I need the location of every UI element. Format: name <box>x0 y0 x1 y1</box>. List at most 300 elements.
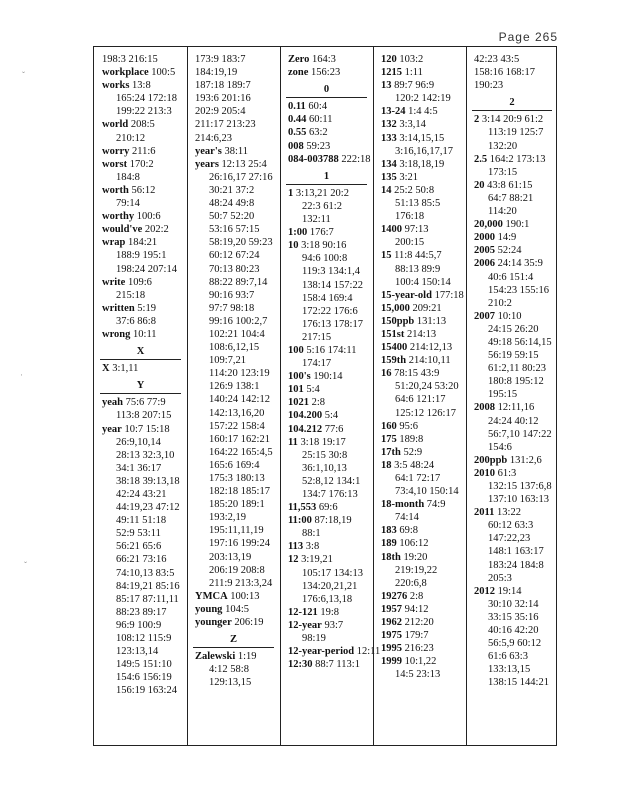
page-refs: 1:11 <box>404 67 423 79</box>
index-term: 151st <box>381 328 405 340</box>
index-entry <box>466 519 558 532</box>
page-refs: 3:14 20:9 61:2 <box>481 114 544 126</box>
section-header: Z <box>229 634 237 646</box>
page-refs: 212:20 <box>404 617 434 629</box>
index-entry <box>280 501 373 514</box>
page-refs: 74:14 <box>395 512 419 524</box>
index-term: younger <box>195 617 232 629</box>
page-refs: 134:20,21,21 <box>302 580 358 592</box>
index-entry <box>280 140 373 153</box>
index-column-3 <box>280 53 381 741</box>
column-divider <box>280 47 281 745</box>
page-refs: 133:13,15 <box>488 664 531 676</box>
index-entry <box>94 409 187 422</box>
index-entry <box>187 663 280 676</box>
page-refs: 13:8 <box>132 80 151 92</box>
column-divider <box>466 47 467 745</box>
index-entry <box>373 551 466 564</box>
page-refs: 3:8 <box>305 541 320 553</box>
page-refs: 56:5,9 60:12 <box>488 638 542 650</box>
index-entry <box>187 249 280 262</box>
page-refs: 100:5 <box>151 67 176 79</box>
page-refs: 14:9 <box>497 232 517 244</box>
page-refs: 211:17 213:23 <box>195 119 256 131</box>
page-refs: 70:13 80:23 <box>209 263 260 275</box>
index-entry <box>187 354 280 367</box>
page-refs: 3:5 48:24 <box>394 459 435 471</box>
page-refs: 179:7 <box>404 630 429 642</box>
page-refs: 142:13,16,20 <box>209 407 265 419</box>
page-refs: 195:11,11,19 <box>209 525 264 537</box>
index-entry <box>373 315 466 328</box>
index-entry <box>373 407 466 420</box>
index-entry <box>466 624 558 637</box>
page-refs: 138:15 144:21 <box>488 677 549 689</box>
index-entry <box>94 132 187 145</box>
index-entry <box>280 187 373 200</box>
page-refs: 2:8 <box>409 590 424 602</box>
page-refs: 56:21 65:6 <box>116 541 162 553</box>
index-term: 12-121 <box>288 606 318 618</box>
page-refs: 165:24 172:18 <box>116 93 177 105</box>
page-refs: 60:11 <box>309 114 333 126</box>
index-entry <box>187 564 280 577</box>
index-entry <box>280 126 373 139</box>
index-term: 1021 <box>288 397 309 409</box>
page-refs: 69:6 <box>318 502 338 514</box>
index-entry <box>187 577 280 590</box>
page-refs: 88:1 <box>302 528 321 540</box>
index-entry <box>373 66 466 79</box>
index-entry <box>94 302 187 315</box>
page-refs: 10:10 <box>497 310 522 322</box>
page-refs: 119:3 134:1,4 <box>302 266 360 278</box>
index-entry <box>187 66 280 79</box>
index-term: 008 <box>288 140 304 152</box>
page-refs: 96:9 100:9 <box>116 619 162 631</box>
index-entry <box>280 527 373 540</box>
section-rule <box>472 110 552 111</box>
index-entry <box>187 210 280 223</box>
page-refs: 3:1,11 <box>112 363 139 375</box>
page-refs: 56:19 59:15 <box>488 350 539 362</box>
section-rule <box>100 359 181 360</box>
page-refs: 66:21 73:16 <box>116 554 167 566</box>
page-refs: 214:13 <box>406 328 437 340</box>
page-refs: 56:7,10 147:22 <box>488 428 552 440</box>
index-entry <box>373 393 466 406</box>
index-term: years <box>195 158 219 170</box>
page-refs: 24:15 26:20 <box>488 323 539 335</box>
index-entry <box>373 603 466 616</box>
index-entry <box>187 341 280 354</box>
index-entry <box>94 632 187 645</box>
index-term: 120 <box>381 54 397 65</box>
index-entry <box>373 511 466 524</box>
page-refs: 30:10 32:14 <box>488 598 539 610</box>
page-refs: 4:12 58:8 <box>209 664 249 676</box>
page-refs: 208:5 <box>130 119 155 131</box>
index-entry <box>94 606 187 619</box>
index-entry <box>94 396 187 409</box>
page-refs: 184:8 <box>116 171 140 183</box>
index-entry <box>94 66 187 79</box>
index-term: 20 <box>474 179 485 191</box>
page-refs: 125:12 126:17 <box>395 407 456 419</box>
index-entry <box>187 145 280 158</box>
page-refs: 132:20 <box>488 140 518 152</box>
index-entry <box>280 305 373 318</box>
index-entry <box>94 580 187 593</box>
index-entry <box>187 263 280 276</box>
page-refs: 173:9 183:7 <box>195 54 246 65</box>
index-entry <box>373 105 466 118</box>
index-entry <box>466 284 558 297</box>
index-entry <box>373 341 466 354</box>
page-refs: 24:24 40:12 <box>488 415 539 427</box>
page-number: Page 265 <box>498 30 558 44</box>
page-refs: 44:19,23 47:12 <box>116 502 180 514</box>
page-refs: 176:18 <box>395 211 425 223</box>
page-refs: 49:18 56:14,15 <box>488 336 552 348</box>
index-column-4 <box>373 53 466 741</box>
index-term: 134 <box>381 158 397 170</box>
section-rule <box>100 393 181 394</box>
index-entry <box>466 467 558 480</box>
index-entry <box>187 551 280 564</box>
page-refs: 206:19 208:8 <box>209 564 265 576</box>
index-entry <box>280 213 373 226</box>
page-refs: 93:7 <box>324 619 344 631</box>
index-entry <box>466 192 558 205</box>
index-entry <box>187 53 280 66</box>
index-term: worst <box>102 158 128 170</box>
index-entry <box>466 349 558 362</box>
page-refs: 98:19 <box>302 633 326 645</box>
page-refs: 114:20 123:19 <box>209 368 270 380</box>
page-refs: 14:5 23:13 <box>395 669 441 681</box>
page-refs: 1:19 <box>237 651 257 663</box>
index-entry <box>187 485 280 498</box>
page-refs: 210:2 <box>488 297 512 309</box>
index-entry <box>280 200 373 213</box>
index-entry <box>280 606 373 619</box>
page-refs: 176:7 <box>309 227 334 239</box>
page-refs: 74:9 <box>426 499 446 511</box>
page-refs: 198:3 216:15 <box>102 54 158 65</box>
index-term: year's <box>195 145 222 157</box>
page-refs: 214:10,11 <box>408 355 451 367</box>
index-term: 150ppb <box>381 315 415 327</box>
page-refs: 164:3 <box>312 54 336 65</box>
page-refs: 220:6,8 <box>395 577 427 589</box>
index-entry <box>94 276 187 289</box>
index-term: world <box>102 119 129 131</box>
page-refs: 40:16 42:20 <box>488 625 539 637</box>
index-term: 175 <box>381 433 397 445</box>
page-refs: 100:6 <box>136 211 161 223</box>
page-refs: 137:10 163:13 <box>488 494 549 506</box>
index-entry <box>373 302 466 315</box>
index-entry <box>466 598 558 611</box>
page-refs: 129:13,15 <box>209 677 252 689</box>
index-term: 100's <box>288 371 311 383</box>
index-entry <box>94 328 187 341</box>
page-refs: 190:14 <box>313 371 343 383</box>
index-term: 1999 <box>381 656 402 668</box>
index-entry <box>466 545 558 558</box>
page-refs: 94:12 <box>404 603 429 615</box>
index-entry <box>187 79 280 92</box>
index-entry <box>94 684 187 697</box>
section-header: X <box>136 346 145 358</box>
page-refs: 26:9,10,14 <box>116 436 161 448</box>
page-refs: 188:9 195:1 <box>116 250 167 262</box>
index-term: 12-year-period <box>288 646 355 658</box>
scan-mark: ˇ <box>22 70 25 80</box>
index-entry <box>187 407 280 420</box>
index-entry <box>187 223 280 236</box>
page-refs: 184:19,19 <box>195 67 238 79</box>
index-entry <box>466 323 558 336</box>
page-refs: 36:1,10,13 <box>302 462 347 474</box>
page-refs: 85:17 87:11,11 <box>116 593 179 605</box>
index-column-2 <box>187 53 280 741</box>
index-entry <box>280 279 373 292</box>
index-entry <box>466 244 558 257</box>
page-refs: 97:13 <box>404 224 429 236</box>
page-refs: 140:24 142:12 <box>209 394 270 406</box>
section-header: Y <box>136 380 145 392</box>
index-entry <box>280 553 373 566</box>
page-refs: 22:3 61:2 <box>302 200 342 212</box>
index-entry <box>466 79 558 92</box>
index-entry <box>466 388 558 401</box>
index-entry <box>466 532 558 545</box>
page-refs: 193:6 201:16 <box>195 93 251 105</box>
index-entry <box>94 197 187 210</box>
page-refs: 158:4 169:4 <box>302 292 353 304</box>
index-entry <box>466 375 558 388</box>
index-entry <box>373 249 466 262</box>
index-entry <box>94 362 187 375</box>
index-term: 19276 <box>381 590 408 602</box>
index-term: 20,000 <box>474 219 503 231</box>
index-entry <box>466 297 558 310</box>
index-entry <box>94 236 187 249</box>
page-refs: 26:16,17 27:16 <box>209 171 273 183</box>
page-refs: 109:6 <box>127 276 152 288</box>
page-refs: 52:9 <box>403 446 423 458</box>
page-refs: 164:22 165:4,5 <box>209 446 273 458</box>
index-entry <box>94 501 187 514</box>
index-entry <box>466 53 558 66</box>
page-refs: 202:9 205:4 <box>195 106 246 118</box>
index-entry <box>466 271 558 284</box>
index-term: 1995 <box>381 643 402 655</box>
page-refs: 42:23 43:5 <box>474 54 520 65</box>
page-refs: 52:24 <box>497 245 522 257</box>
page-refs: 61:3 <box>497 467 517 479</box>
page-refs: 3:21 <box>399 171 419 183</box>
page-refs: 38:18 39:13,18 <box>116 475 180 487</box>
index-entry <box>373 132 466 145</box>
index-entry <box>373 367 466 380</box>
index-entry <box>373 629 466 642</box>
index-entry <box>187 171 280 184</box>
page-refs: 59:23 <box>306 140 331 152</box>
page-refs: 183:24 184:8 <box>488 559 544 571</box>
index-term: 17th <box>381 446 401 458</box>
page-refs: 19:20 <box>403 551 428 563</box>
page-refs: 40:6 151:4 <box>488 271 534 283</box>
index-entry <box>187 676 280 689</box>
page-refs: 211:9 213:3,24 <box>209 577 273 589</box>
index-term: 2008 <box>474 402 495 414</box>
index-entry <box>187 511 280 524</box>
page-refs: 170:2 <box>129 158 154 170</box>
index-term: worry <box>102 145 130 157</box>
index-entry <box>373 524 466 537</box>
page-refs: 3:18 19:17 <box>300 436 346 448</box>
index-term: 15-year-old <box>381 289 432 301</box>
index-term: 13 <box>381 80 392 92</box>
index-entry <box>280 265 373 278</box>
index-term: Zalewski <box>195 651 236 663</box>
page-refs: 51:13 85:5 <box>395 198 441 210</box>
index-entry <box>373 171 466 184</box>
index-entry <box>94 475 187 488</box>
page-refs: 61:6 63:3 <box>488 651 528 663</box>
page-refs: 164:2 173:13 <box>489 153 546 165</box>
index-entry <box>373 118 466 131</box>
index-entry <box>373 446 466 459</box>
index-entry <box>466 572 558 585</box>
index-term: 2012 <box>474 585 495 597</box>
page-refs: 109:7,21 <box>209 355 247 367</box>
index-term: 084-003788 <box>288 153 339 165</box>
page-refs: 206:19 <box>234 617 264 629</box>
index-entry <box>373 472 466 485</box>
page-refs: 126:9 138:1 <box>209 381 260 393</box>
index-term: 2006 <box>474 258 495 270</box>
page-refs: 217:15 <box>302 331 332 343</box>
index-entry <box>280 475 373 488</box>
index-entry <box>466 637 558 650</box>
index-term: 189 <box>381 538 397 550</box>
page-refs: 88:23 89:17 <box>116 606 167 618</box>
page-refs: 84:19,21 85:16 <box>116 580 180 592</box>
index-entry <box>187 315 280 328</box>
page-refs: 174:17 <box>302 358 332 370</box>
page-refs: 156:19 163:24 <box>116 685 177 697</box>
index-term: yeah <box>102 397 123 409</box>
page-refs: 149:5 151:10 <box>116 659 172 671</box>
index-entry <box>373 459 466 472</box>
index-term: 132 <box>381 119 397 131</box>
index-term: 113 <box>288 541 304 553</box>
index-entry <box>280 423 373 436</box>
page-refs: 42:24 43:21 <box>116 489 167 500</box>
index-entry <box>373 354 466 367</box>
index-term: written <box>102 302 135 314</box>
page-refs: 106:12 <box>399 538 429 550</box>
column-divider <box>373 47 374 745</box>
page-refs: 3:16,16,17,17 <box>395 145 454 157</box>
index-term: 18-month <box>381 499 425 511</box>
page-refs: 56:12 <box>131 184 156 196</box>
index-entry <box>280 53 373 66</box>
index-entry <box>94 645 187 658</box>
index-column-1 <box>94 53 187 741</box>
page-refs: 209:21 <box>412 302 442 314</box>
page-refs: 52:9 53:11 <box>116 528 161 540</box>
index-entry <box>280 331 373 344</box>
index-term: 1400 <box>381 224 402 236</box>
page-refs: 108:6,12,15 <box>209 342 260 354</box>
page-refs: 12:11 <box>356 646 381 658</box>
index-entry <box>373 590 466 603</box>
index-term: wrong <box>102 328 131 340</box>
page-refs: 10:11 <box>133 328 157 340</box>
page-refs: 113:19 125:7 <box>488 127 544 139</box>
page-refs: 48:24 49:8 <box>209 198 255 210</box>
page-refs: 53:16 57:15 <box>209 224 260 236</box>
page-refs: 49:11 51:18 <box>116 515 167 527</box>
index-entry <box>373 184 466 197</box>
index-term: 1957 <box>381 603 402 615</box>
index-entry <box>466 231 558 244</box>
index-entry <box>280 540 373 553</box>
index-entry <box>466 611 558 624</box>
index-term: 11:00 <box>288 515 312 527</box>
index-column-5 <box>466 53 558 741</box>
index-entry <box>373 197 466 210</box>
page-refs: 216:23 <box>404 643 434 655</box>
page-refs: 160:17 162:21 <box>209 433 270 445</box>
index-term: 1:00 <box>288 227 308 239</box>
index-term: would've <box>102 224 143 236</box>
page-refs: 189:8 <box>399 433 424 445</box>
page-refs: 64:1 72:17 <box>395 473 441 484</box>
page-refs: 210:12 <box>116 132 146 144</box>
index-entry <box>187 302 280 315</box>
index-entry <box>187 118 280 131</box>
index-entry <box>466 401 558 414</box>
page-refs: 78:15 43:9 <box>394 368 440 380</box>
page-refs: 215:18 <box>116 289 146 301</box>
index-term: 18 <box>381 459 392 471</box>
index-entry <box>94 171 187 184</box>
index-entry <box>94 145 187 158</box>
page-refs: 131:2,6 <box>509 454 542 466</box>
page-refs: 182:18 185:17 <box>209 486 270 498</box>
index-entry <box>280 153 373 166</box>
index-entry <box>280 318 373 331</box>
page-refs: 3:19,21 <box>301 554 333 566</box>
index-term: 200ppb <box>474 454 508 466</box>
index-term: 2010 <box>474 467 495 479</box>
index-entry <box>466 454 558 467</box>
page-refs: 12:13 25:4 <box>221 158 267 170</box>
index-entry <box>280 383 373 396</box>
page-refs: 190:1 <box>505 219 530 231</box>
index-term: 14 <box>381 184 392 196</box>
index-entry <box>187 328 280 341</box>
index-entry <box>373 642 466 655</box>
page-refs: 132:11 <box>302 214 331 226</box>
index-term: 12-year <box>288 619 322 631</box>
